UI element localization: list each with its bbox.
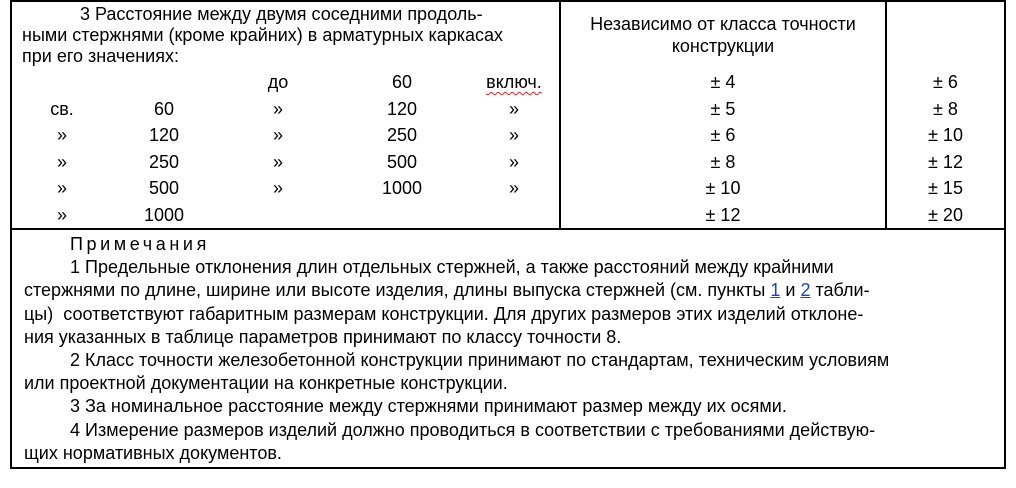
- row-4-range-prep: »: [272, 178, 283, 198]
- row-1-range-to: 120: [386, 99, 418, 119]
- note-1-line-1: 1 Предельные отклонения длин отдельных стержней, а также расстояний между крайними: [70, 257, 834, 278]
- bottom-border: [10, 467, 1006, 469]
- header-independent-of-class: Независимо от класса точности конструкции: [590, 14, 856, 56]
- row-2-range-from: 120: [148, 125, 180, 145]
- right-border: [1004, 0, 1006, 469]
- row-3-value-1: ± 8: [710, 152, 736, 172]
- note-1-link-item-1[interactable]: 1: [770, 280, 781, 301]
- parameter-description-line-2: ными стержнями (кроме крайних) в арматурных каркасах: [22, 25, 504, 45]
- row-2-range-suffix: »: [508, 125, 519, 145]
- row-4-range-to: 1000: [381, 178, 423, 198]
- parameter-description-line-1: 3 Расстояние между двумя соседними продоль-: [80, 4, 483, 24]
- row-3-range-prefix: »: [56, 152, 67, 172]
- top-border: [10, 0, 1006, 2]
- row-1-value-1: ± 5: [710, 99, 736, 119]
- row-4-value-2: ± 15: [928, 178, 963, 198]
- note-1-line-3: цы) соответствуют габаритным размерам конструкции. Для других размеров этих изделий отклоне-: [24, 303, 864, 324]
- parameter-description-line-3: при его значениях:: [22, 46, 179, 66]
- row-0-value-1: ± 4: [710, 72, 736, 92]
- notes-section: [24, 233, 986, 465]
- row-0-range-to: 60: [391, 72, 413, 92]
- row-3-range-prep: »: [272, 152, 283, 172]
- row-1-range-suffix: »: [508, 99, 519, 119]
- row-5-range-prefix: »: [56, 205, 67, 225]
- row-1-range-prefix: св.: [50, 99, 74, 119]
- note-1-line-4: ния указанных в таблице параметров принимают по классу точности 8.: [24, 326, 622, 347]
- row-2-value-2: ± 10: [928, 125, 963, 145]
- note-4-line-1: 4 Измерение размеров изделий должно проводиться в соответствии с требованиями действую-: [70, 419, 876, 440]
- table-bottom-border: [10, 228, 1006, 230]
- row-4-value-1: ± 10: [705, 178, 741, 198]
- row-2-value-1: ± 6: [710, 125, 736, 145]
- row-2-range-prep: »: [272, 125, 283, 145]
- left-border: [10, 0, 12, 469]
- note-2-line-2: или проектной документации на конкретные конструкции.: [24, 373, 508, 394]
- row-3-range-to: 500: [386, 152, 418, 172]
- row-2-range-prefix: »: [56, 125, 67, 145]
- row-5-range-from: 1000: [143, 205, 185, 225]
- note-2-line-1: 2 Класс точности железобетонной конструкции принимают по стандартам, техническим условиям: [70, 350, 890, 371]
- note-4-line-2: щих нормативных документов.: [24, 442, 282, 463]
- parameter-description: [22, 4, 554, 67]
- note-1-line-2: стержнями по длине, ширине или высоте изделия, длины выпуска стержней (см. пункты 1 и 2 табли-: [24, 280, 870, 301]
- row-3-range-from: 250: [148, 152, 180, 172]
- row-5-value-2: ± 20: [928, 205, 963, 225]
- row-4-range-prefix: »: [56, 178, 67, 198]
- row-0-range-prep: до: [267, 72, 289, 92]
- row-1-value-2: ± 8: [933, 99, 958, 119]
- row-4-range-from: 500: [148, 178, 180, 198]
- row-1-range-prep: »: [272, 99, 283, 119]
- note-1-link-item-2[interactable]: 2: [800, 280, 811, 301]
- row-0-range-suffix: включ.: [486, 72, 542, 92]
- row-0-value-2: ± 6: [933, 72, 958, 92]
- row-3-range-suffix: »: [508, 152, 519, 172]
- row-1-range-from: 60: [153, 99, 175, 119]
- notes-heading: Примечания: [70, 234, 210, 254]
- row-2-range-to: 250: [386, 125, 418, 145]
- row-4-range-suffix: »: [508, 178, 519, 198]
- note-3-line-1: 3 За номинальное расстояние между стержнями принимают размер между их осями.: [70, 396, 787, 417]
- row-5-value-1: ± 12: [705, 205, 741, 225]
- row-3-value-2: ± 12: [928, 152, 963, 172]
